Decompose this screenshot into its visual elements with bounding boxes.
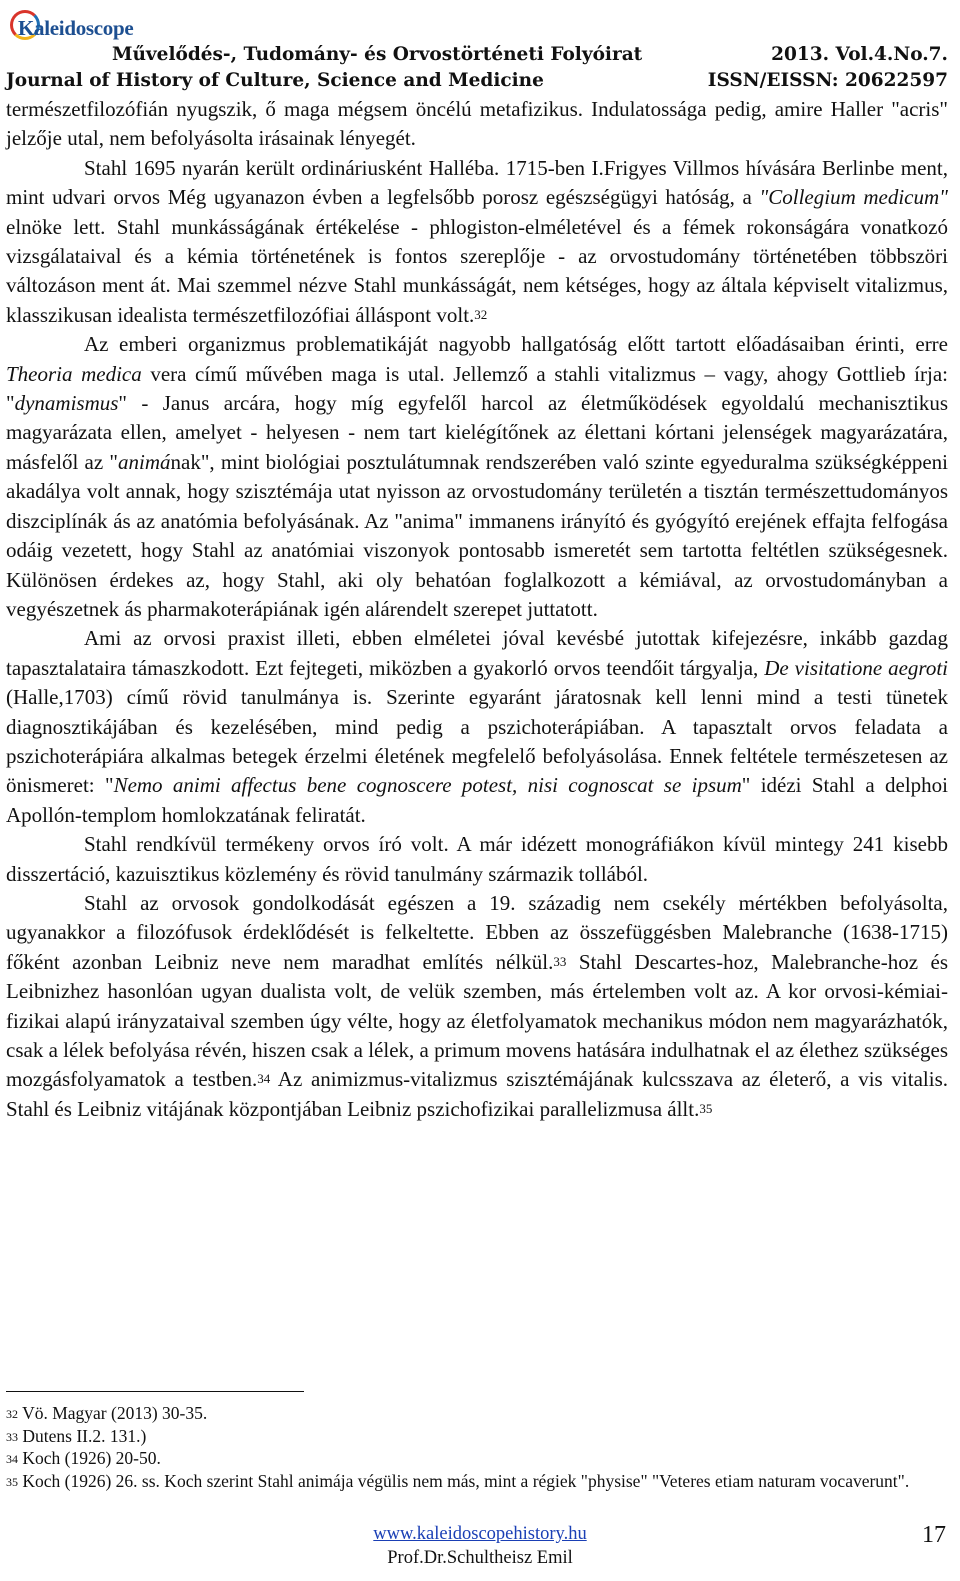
footnote-ref-35[interactable]: 35: [699, 1100, 713, 1116]
paragraph-3-text-b: vera című művében maga is utal. Jellemző a stahli vitalizmus – vagy, ahogy Gottlieb írja: ": [6, 361, 949, 416]
paragraph-6-text-c: Az animizmus-vitalizmus szisztémájának kulcsszava az életerő, a vis vitalis. Stahl és Leibniz vitájának központjában Leibniz pszichofizikai parallelizmusa állt.: [6, 1067, 948, 1121]
paragraph-3-text-c: " - Janus arcára, hogy míg egyfelől harcol az életműködések egyoldalú mechanisztikus magyarázata ellen, amelyet - helyesen - nem tart kielégítőnek az élettani kórtani jelenségek magyarázatára, másfelől az ": [6, 391, 948, 474]
footnote-text: Koch (1926) 26. ss. Koch szerint Stahl animája végülis nem más, mint a régiek "physise" "Veteres etiam naturam vocaverunt".: [22, 1470, 910, 1491]
footnote-divider: [6, 1391, 304, 1392]
paragraph-6: [6, 889, 948, 1124]
page-number: 17: [922, 1522, 946, 1548]
paragraph-2-text-b: elnöke lett. Stahl munkásságának értékelése - phlogiston-elméletével és a fémek rokonságára vonatkozó vizsgálataival és a kémia történetének is fontos szereplője - az orvostudomány történetében többszöri változáson ment át. Mai szemmel nézve Stahl munkásságát, nem kétséges, hogy az általa képviselt vitalizmus, klasszikusan idealista természetfilozófiai álláspont volt.: [6, 214, 948, 327]
footnote-ref-33[interactable]: 33: [553, 953, 567, 969]
anima: animá: [118, 449, 171, 474]
paragraph-2: [6, 154, 948, 330]
logo-text: Kaleidoscope: [18, 16, 134, 40]
paragraph-5-text: Stahl rendkívül termékeny orvos író volt. A már idézett monográfiákon kívül mintegy 241 kisebb disszertáció, kazuisztikus közlemény és rövid tanulmány származik tollából.: [6, 832, 948, 886]
issn: ISSN/EISSN: 20622597: [707, 70, 948, 91]
journal-title-en: Journal of History of Culture, Science and Medicine: [6, 70, 544, 91]
footnote-text: Dutens II.2. 131.): [22, 1425, 147, 1446]
paragraph-6-text-b: Stahl Descartes-hoz, Malebranche-hoz és Leibnizhez hasonlóan ugyan dualista volt, de velük szemben, más értelemben volt az. A kor orvosi-kémiai-fizikai alapú irányzataival szemben úgy vélte, hogy az életfolyamatok mechanikus módon nem magyarázhatók, csak a lélek befolyása révén, hiszen csak a lélek, a primum movens hatására indulhatnak el az élethez szükséges mozgásfolyamatok a testben.: [6, 949, 949, 1092]
footnote-text: Koch (1926) 20-50.: [22, 1448, 161, 1468]
footnotes: [6, 1402, 948, 1492]
footnote-number: 35: [6, 1474, 18, 1489]
paragraph-4-text-a: Ami az orvosi praxist illeti, ebben elméletei jóval kevésbé jutottak kifejezésre, inkább gazdag tapasztalataira támaszkodott. Ezt fejtegeti, miközben a gyakorló orvos teendőit tárgyalja,: [6, 626, 948, 680]
body-text: [6, 95, 948, 1124]
author-name: Prof.Dr.Schultheisz Emil: [387, 1548, 573, 1568]
footnote-ref-32[interactable]: 32: [474, 306, 488, 322]
footnote-ref-34[interactable]: 34: [257, 1071, 271, 1087]
paragraph-1: [6, 95, 948, 154]
paragraph-3: [6, 330, 948, 624]
de-visitatione-aegroti: De visitatione aegroti: [764, 655, 948, 680]
volume-info: 2013. Vol.4.No.7.: [771, 44, 948, 65]
dynamismus: dynamismus: [14, 391, 119, 416]
paragraph-4-text-b: (Halle,1703) című rövid tanulmánya is. Szerinte egyaránt járatosnak kell lenni mind a testi tünetek diagnosztikájában és kezelésében, mind pedig a pszichoterápiában. A tapasztalt orvos feladata a pszichoterápiára alkalmas betegek érzelmi életének megfelelő befolyásolása. Ennek feltétele természetesen az önismeret: ": [6, 685, 948, 798]
collegium-medicum: "Collegium medicum": [759, 185, 948, 210]
paragraph-2-text-a: Stahl 1695 nyarán került ordináriusként Halléba. 1715-ben I.Frigyes Villmos hívására Berlinbe ment, mint udvari orvos Még ugyanazon évben a legfelsőbb porosz egészségügyi hatóság, a: [6, 155, 948, 210]
footnote-34: [6, 1447, 948, 1470]
footnote-text: Vö. Magyar (2013) 30-35.: [22, 1403, 208, 1423]
footnote-number: 32: [6, 1407, 18, 1421]
footnote-35: [6, 1470, 948, 1493]
paragraph-6-text-a: Stahl az orvosok gondolkodását egészen a 19. századig nem csekély mértékben befolyásolta, ugyanakkor a filozófusok érdeklődését is felkeltette. Ebben az összefüggésben Malebranche (1638-1715) főként azonban Leibniz neve nem maradhat említés nélkül.: [6, 890, 948, 974]
footnote-33: [6, 1425, 948, 1448]
paragraph-5: [6, 830, 948, 889]
nemo-animi-quote: Nemo animi affectus bene cognoscere potest, nisi cognoscat se ipsum: [113, 773, 742, 798]
kaleidoscope-logo: [6, 6, 134, 48]
paragraph-4: [6, 624, 948, 830]
footnote-32: [6, 1402, 948, 1425]
paragraph-1-text: természetfilozófián nyugszik, ő maga mégsem öncélú metafizikus. Indulatossága pedig, amire Haller "acris" jelzője utal, nem befolyásolta irásainak lényegét.: [6, 97, 948, 151]
footnote-number: 33: [6, 1429, 18, 1444]
paragraph-3-text-a: Az emberi organizmus problematikáját nagyobb hallgatóság előtt tartott előadásaiban érinti, erre: [84, 332, 948, 357]
paragraph-3-text-d: nak", mint biológiai posztulátumnak rendszerében való szinte egyeduralma szükségképpeni akadálya volt annak, hogy szisztémája utat nyisson az orvostudomány területén a tisztán természettudományos diszciplínák ás az anatómia befolyásának. Az "anima" immanens irányító és gyógyító erejének effajta felfogása odáig vezetett, hogy Stahl az anatómiai viszonyok pontosabb ismeretét sem tartotta feltétlen szükségesnek. Különösen érdekes az, hogy Stahl, aki oly behatóan foglalkozott a kémiával, az orvostudományban a vegyészetnek ás pharmakoterápiának igén alárendelt szerepet juttatott.: [6, 449, 948, 621]
journal-title-hu: Művelődés-, Tudomány- és Orvostörténeti Folyóirat: [112, 44, 643, 65]
paragraph-4-text-c: " idézi Stahl a delphoi Apollón-templom homlokzatának feliratát.: [6, 773, 949, 827]
website-link[interactable]: www.kaleidoscopehistory.hu: [373, 1524, 587, 1544]
footnote-number: 34: [6, 1452, 18, 1466]
page-footer: [330, 1522, 630, 1570]
theoria-medica: Theoria medica: [6, 361, 142, 386]
